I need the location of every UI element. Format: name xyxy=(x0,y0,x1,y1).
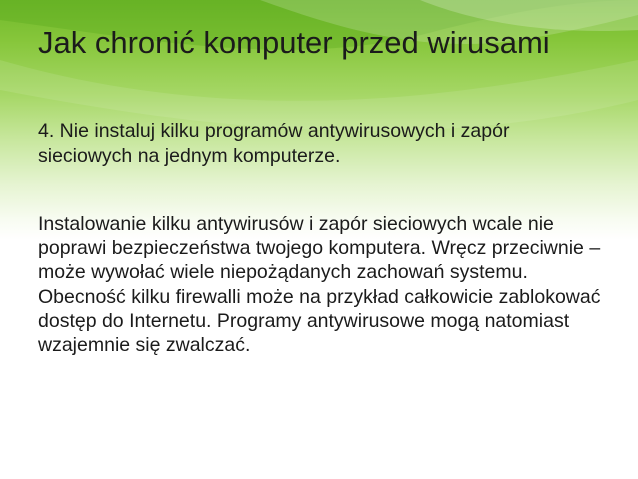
slide-title: Jak chronić komputer przed wirusami xyxy=(38,25,550,60)
body-paragraph: Instalowanie kilku antywirusów i zapór sieciowych wcale nie poprawi bezpieczeństwa twojego komputera. Wręcz przeciwnie – może wywołać wiele niepożądanych zachowań systemu. Obecność kilku firewalli może na przykład całkowicie zablokować dostęp do Internetu. Programy antywirusowe mogą natomiast wzajemnie się zwalczać. xyxy=(38,213,601,357)
point-text: 4. Nie instaluj kilku programów antywirusowych i zapór sieciowych na jednym komputerze. xyxy=(38,120,510,167)
